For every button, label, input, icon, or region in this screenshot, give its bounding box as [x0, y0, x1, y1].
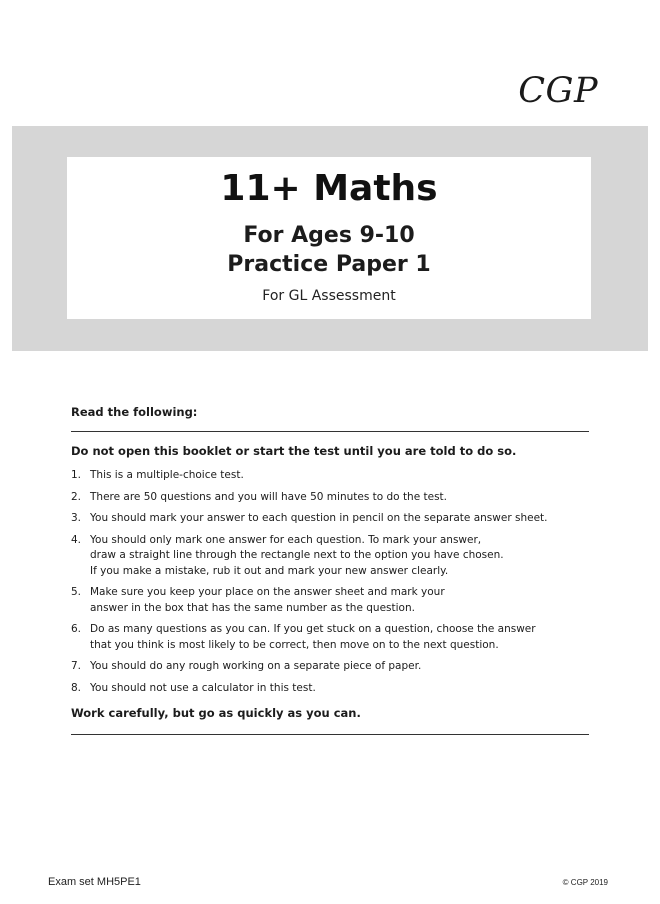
item-number: 2. [71, 490, 82, 503]
instructions-heading: Read the following: [71, 405, 198, 419]
copyright-notice: © CGP 2019 [562, 878, 608, 887]
title-box [67, 157, 591, 319]
bottom-divider [71, 734, 589, 735]
top-divider [71, 431, 589, 432]
item-number: 8. [71, 681, 82, 694]
assessment-label: For GL Assessment [262, 288, 396, 304]
list-item [71, 533, 591, 580]
item-text: This is a multiple-choice test. [90, 469, 244, 481]
list-item [71, 490, 591, 506]
item-number: 3. [71, 512, 82, 524]
item-text: You should do any rough working on a separate piece of paper. [90, 660, 422, 672]
instructions-list [71, 468, 591, 702]
title-band [12, 126, 648, 351]
item-text: You should not use a calculator in this test. [90, 681, 316, 694]
item-number: 5. [71, 586, 82, 598]
closing-note: Work carefully, but go as quickly as you can. [71, 706, 361, 720]
item-text: You should only mark one answer for each question. To mark your answer, draw a straight line through the rectangle next to the option you have chosen. If you make a mistake, rub it out and mark your new answer clearly. [90, 533, 504, 577]
list-item [71, 585, 591, 616]
item-number: 4. [71, 533, 82, 546]
list-item [71, 622, 591, 653]
exam-set-code: Exam set MH5PE1 [48, 876, 141, 888]
item-number: 1. [71, 469, 82, 481]
page-title: 11+ Maths [220, 168, 438, 209]
item-text: Make sure you keep your place on the answer sheet and mark your answer in the box that has the same number as the question. [90, 586, 445, 614]
item-text: You should mark your answer to each question in pencil on the separate answer sheet. [90, 512, 548, 524]
item-text: Do as many questions as you can. If you get stuck on a question, choose the answer that you think is most likely to be correct, then move on to the next question. [90, 623, 536, 651]
item-number: 6. [71, 623, 82, 635]
item-number: 7. [71, 660, 82, 672]
list-item [71, 511, 591, 527]
list-item [71, 659, 591, 675]
item-text: There are 50 questions and you will have 50 minutes to do the test. [90, 490, 448, 503]
list-item [71, 468, 591, 484]
cgp-logo: CGP [518, 71, 598, 111]
age-range-subtitle: For Ages 9-10 [243, 223, 415, 248]
list-item [71, 681, 591, 697]
paper-subtitle: Practice Paper 1 [227, 252, 431, 277]
instructions-warning: Do not open this booklet or start the test until you are told to do so. [71, 444, 517, 458]
